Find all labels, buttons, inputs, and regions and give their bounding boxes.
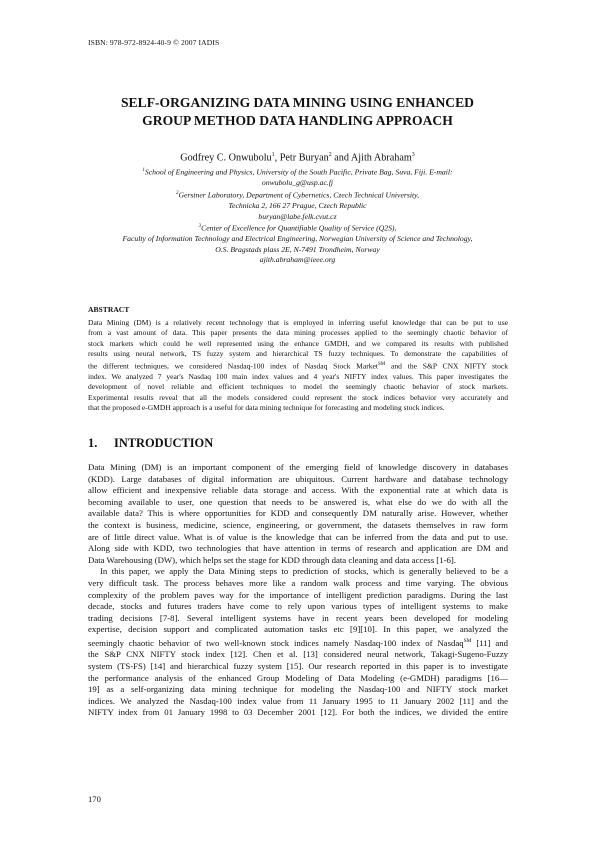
affiliation-text: Gerstner Laboratory, Department of Cybernetics, Czech Technical University,	[178, 190, 420, 200]
abstract-body	[88, 318, 508, 414]
paper-title	[60, 94, 535, 130]
affiliation-text: School of Engineering and Physics, University of the South Pacific, Private Bag, Suva, Fiji. E-mail:	[144, 167, 453, 177]
affiliation-text: O.S. Bragstads plass 2E, N-7491 Trondheim, Norway	[215, 244, 380, 254]
affiliation-line	[60, 201, 535, 212]
author-name: Godfrey C. Onwubolu	[180, 152, 272, 164]
body-line: indices. We analyzed the Nasdaq-100 index value from 11 January 1995 to 11 January 2002 [11] and the	[88, 695, 508, 706]
body-line: the S&P CNX NIFTY stock index [12]. Chen et al. [13] considered neural network, Takagi-Sugeno-Fuzzy	[88, 649, 508, 660]
affiliation-text: Faculty of Information Technology and Electrical Engineering, Norwegian University of Science and Technology,	[122, 234, 473, 244]
body-text: seemingly chaotic behavior of two well-known stock indices namely Nasdaq-100 index of Nasdaq	[88, 637, 464, 648]
abstract-heading: ABSTRACT	[88, 305, 130, 314]
body-line: available data? This is where opportunities for KDD and consequently DM naturally arise. However, whether	[88, 508, 508, 519]
author-name: , Petr Buryan	[274, 152, 329, 164]
body-line: becoming available to user, one question that needs to be answered is, what else do we do with all the	[88, 496, 508, 507]
abstract-line: stock markets which could be well represented using the enhance GMDH, and we compared its results with published	[88, 338, 508, 348]
author-list	[60, 152, 535, 163]
affiliation-mark: 1	[142, 168, 145, 173]
superscript: SM	[463, 637, 472, 644]
affiliation-line	[60, 178, 535, 189]
author-affiliation-mark: 1	[271, 152, 275, 158]
body-line: trading decisions [7-8]. Several intelligent systems have in recent years been developed for modeling	[88, 612, 508, 623]
abstract-line: Experimental results reveal that all the models considered could represent the stock indices behavior very accurately and	[88, 392, 508, 402]
body-line: 19] as a self-organizing data mining technique for modeling the Nasdaq-100 and NIFTY stock market	[88, 684, 508, 695]
affiliation-text: buryan@labe.felk.cvut.cz	[258, 211, 337, 221]
abstract-line: development of novel reliable and efficient techniques to model the seemingly chaotic behavior of stock markets.	[88, 382, 508, 392]
author-name: and Ajith Abraham	[331, 152, 412, 164]
affiliation-mark: 3	[198, 224, 202, 230]
abstract-text: and the S&P CNX NIFTY stock	[385, 361, 508, 371]
affiliations	[60, 166, 535, 266]
affiliation-line	[60, 234, 535, 245]
body-line: Data Warehousing (DW), which helps set the stage for KDD through data cleaning and data access [1-6].	[88, 554, 456, 565]
body-line: very difficult task. The process behaves more like a random walk process and time varying. The obvious	[88, 577, 508, 588]
affiliation-mark: 2	[175, 190, 179, 196]
section-number: 1.	[88, 436, 98, 450]
body-line: system (TS-FS) [14] and hierarchical fuzzy system [15]. Our research reported in this paper is to investigate	[88, 661, 508, 671]
page-number: 170	[88, 794, 101, 804]
affiliation-text: onwubolu_g@usp.ac.fj	[261, 178, 334, 188]
abstract-line	[88, 360, 508, 372]
body-line	[88, 636, 508, 650]
abstract-line: results using neural network, TS fuzzy system and hierarchical TS fuzzy techniques. To demonstrate the capabilities of	[88, 349, 508, 359]
abstract-line: Data Mining (DM) is a relatively recent technology that is employed in inferring useful knowledge that can be put to use	[88, 318, 508, 327]
body-line: complexity of the problem paves way for the importance of intelligent prediction paradigms. During the last	[88, 589, 508, 600]
body-line: expertise, decision support and complicated automation tasks etc [9][10]. In this paper, we analyzed the	[88, 624, 508, 635]
affiliation-line	[60, 166, 535, 178]
title-line: SELF-ORGANIZING DATA MINING USING ENHANCED	[121, 95, 474, 110]
affiliation-line	[60, 255, 535, 266]
introduction-body	[88, 462, 508, 719]
body-line: (KDD). Large databases of digital information are ubiquitous. Current hardware and database technology	[88, 473, 508, 484]
abstract-line: that the proposed e-GMDH approach is a useful for data mining technique for forecasting and modeling stock indices.	[88, 403, 445, 413]
body-line: are of little direct value. What is of value is the knowledge that can be inferred from the data and put to use.	[88, 531, 508, 542]
abstract-line: index. We analyzed 7 year's Nasdaq 100 main index values and 4 year's NIFTY index values. This paper investigates the	[88, 371, 508, 381]
section-title: INTRODUCTION	[114, 436, 214, 450]
section-heading	[88, 436, 213, 451]
abstract-text: the different techniques, we considered Nasdaq-100 index of Nasdaq Stock Market	[88, 361, 378, 371]
abstract-line: from a vast amount of data. This paper presents the data mining processes applied to the seemingly chaotic behavior of	[88, 328, 508, 338]
affiliation-text: ajith.abraham@ieee.org	[259, 255, 336, 265]
title-line: GROUP METHOD DATA HANDLING APPROACH	[142, 113, 453, 128]
affiliation-line	[60, 222, 535, 234]
author-affiliation-mark: 3	[411, 152, 415, 158]
affiliation-line	[60, 212, 535, 223]
body-text: [11] and	[471, 637, 508, 648]
affiliation-line	[60, 189, 535, 201]
isbn-header: ISBN: 978-972-8924-40-9 © 2007 IADIS	[88, 38, 220, 47]
body-line: the context is business, medicine, science, engineering, or government, the datasets themselves in raw form	[88, 519, 508, 530]
body-line: the performance analysis of the enhanced Group Modeling of Data Modeling (e-GMDH) paradigms [16—	[88, 672, 508, 683]
affiliation-text: Center of Excellence for Quantifiable Quality of Service (Q2S),	[201, 223, 397, 233]
superscript: SM	[377, 361, 386, 367]
body-line: Data Mining (DM) is an important component of the emerging field of knowledge discovery in databases	[88, 462, 508, 472]
affiliation-line	[60, 245, 535, 256]
body-line: NIFTY index from 01 January 1998 to 03 December 2001 [12]. For both the indices, we divided the entire	[88, 707, 508, 718]
body-line: In this paper, we apply the Data Mining steps to prediction of stocks, which is generally believed to be a	[100, 566, 508, 577]
body-line: Along side with KDD, two technologies that have attention in terms of research and application are DM and	[88, 543, 508, 554]
affiliation-text: Technicka 2, 166 27 Prague, Czech Republic	[228, 200, 367, 210]
body-line: decade, stocks and futures traders have come to rely upon various types of intelligent systems to make	[88, 601, 508, 612]
body-line: allow efficient and inexpensive reliable data storage and access. With the exponential rate at which data is	[88, 485, 508, 496]
author-affiliation-mark: 2	[328, 152, 332, 158]
